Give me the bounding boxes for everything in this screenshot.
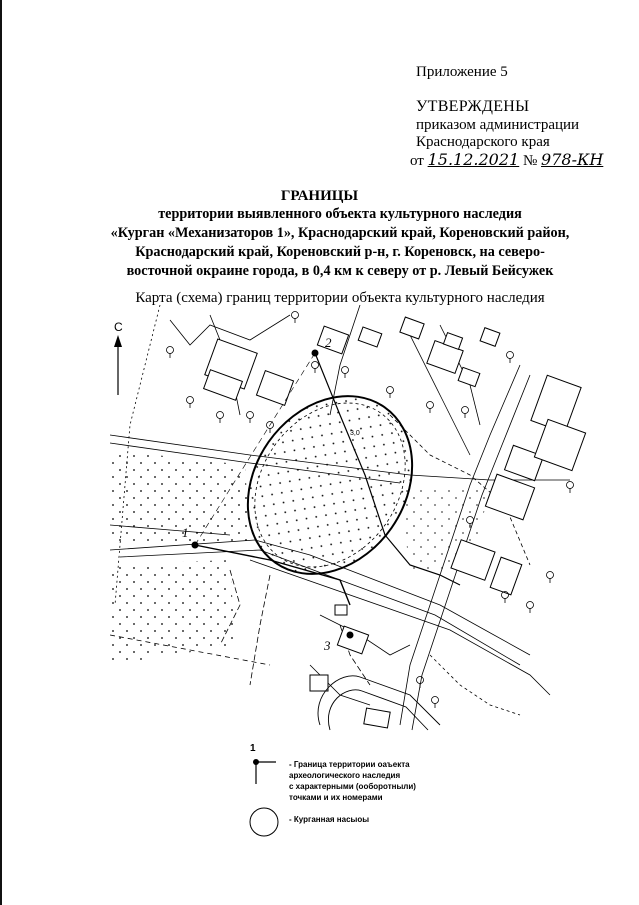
- legend-mound: - Курганная насыоы: [289, 815, 370, 824]
- document-title: ГРАНИЦЫ: [280, 188, 359, 204]
- order-number: 978-КН: [541, 150, 604, 169]
- legend-boundary-line-1: - Граница территории оаъекта: [289, 760, 410, 769]
- point-label-2: 2: [325, 335, 332, 350]
- height-mark: 3,0: [350, 430, 360, 437]
- legend-symbols: [248, 744, 288, 844]
- order-date: 15.12.2021: [427, 150, 520, 169]
- point-label-3: 3: [324, 638, 331, 653]
- order-from-label: от: [410, 153, 424, 169]
- page-left-edge: [0, 0, 2, 905]
- map-caption: Карта (схема) границ территории объекта культурного наследия: [135, 290, 545, 306]
- order-line-2: Краснодарского края: [416, 134, 550, 150]
- point-label-1: 1: [182, 525, 189, 540]
- order-line-3: [410, 150, 603, 170]
- boundary-map: [110, 305, 590, 735]
- subtitle-line-1: территории выявленного объекта культурного наследия: [158, 206, 522, 222]
- legend-marker-number: 1: [250, 743, 256, 754]
- subtitle-line-2: «Курган «Механизаторов 1», Краснодарский край, Кореновский район,: [110, 225, 570, 241]
- north-label: С: [114, 320, 123, 334]
- legend-boundary-line-3: с характерными (ооборотныли): [289, 782, 416, 791]
- field-area: [110, 560, 235, 665]
- approved-heading: УТВЕРЖДЕНЫ: [416, 98, 530, 115]
- subtitle-line-4: восточной окраине города, в 0,4 км к северу от р. Левый Бейсужек: [126, 263, 554, 279]
- legend-boundary-line-2: археологического наследия: [289, 771, 401, 780]
- appendix-label: Приложение 5: [416, 64, 508, 80]
- field-area: [110, 450, 250, 545]
- order-line-1: приказом администрации: [416, 117, 580, 133]
- order-number-label: №: [522, 153, 538, 169]
- subtitle-line-3: Краснодарский край, Кореновский р-н, г. Кореновск, на северо-: [135, 244, 545, 260]
- legend-boundary-line-4: точками и их номерами: [289, 793, 383, 802]
- north-arrow: [114, 320, 123, 395]
